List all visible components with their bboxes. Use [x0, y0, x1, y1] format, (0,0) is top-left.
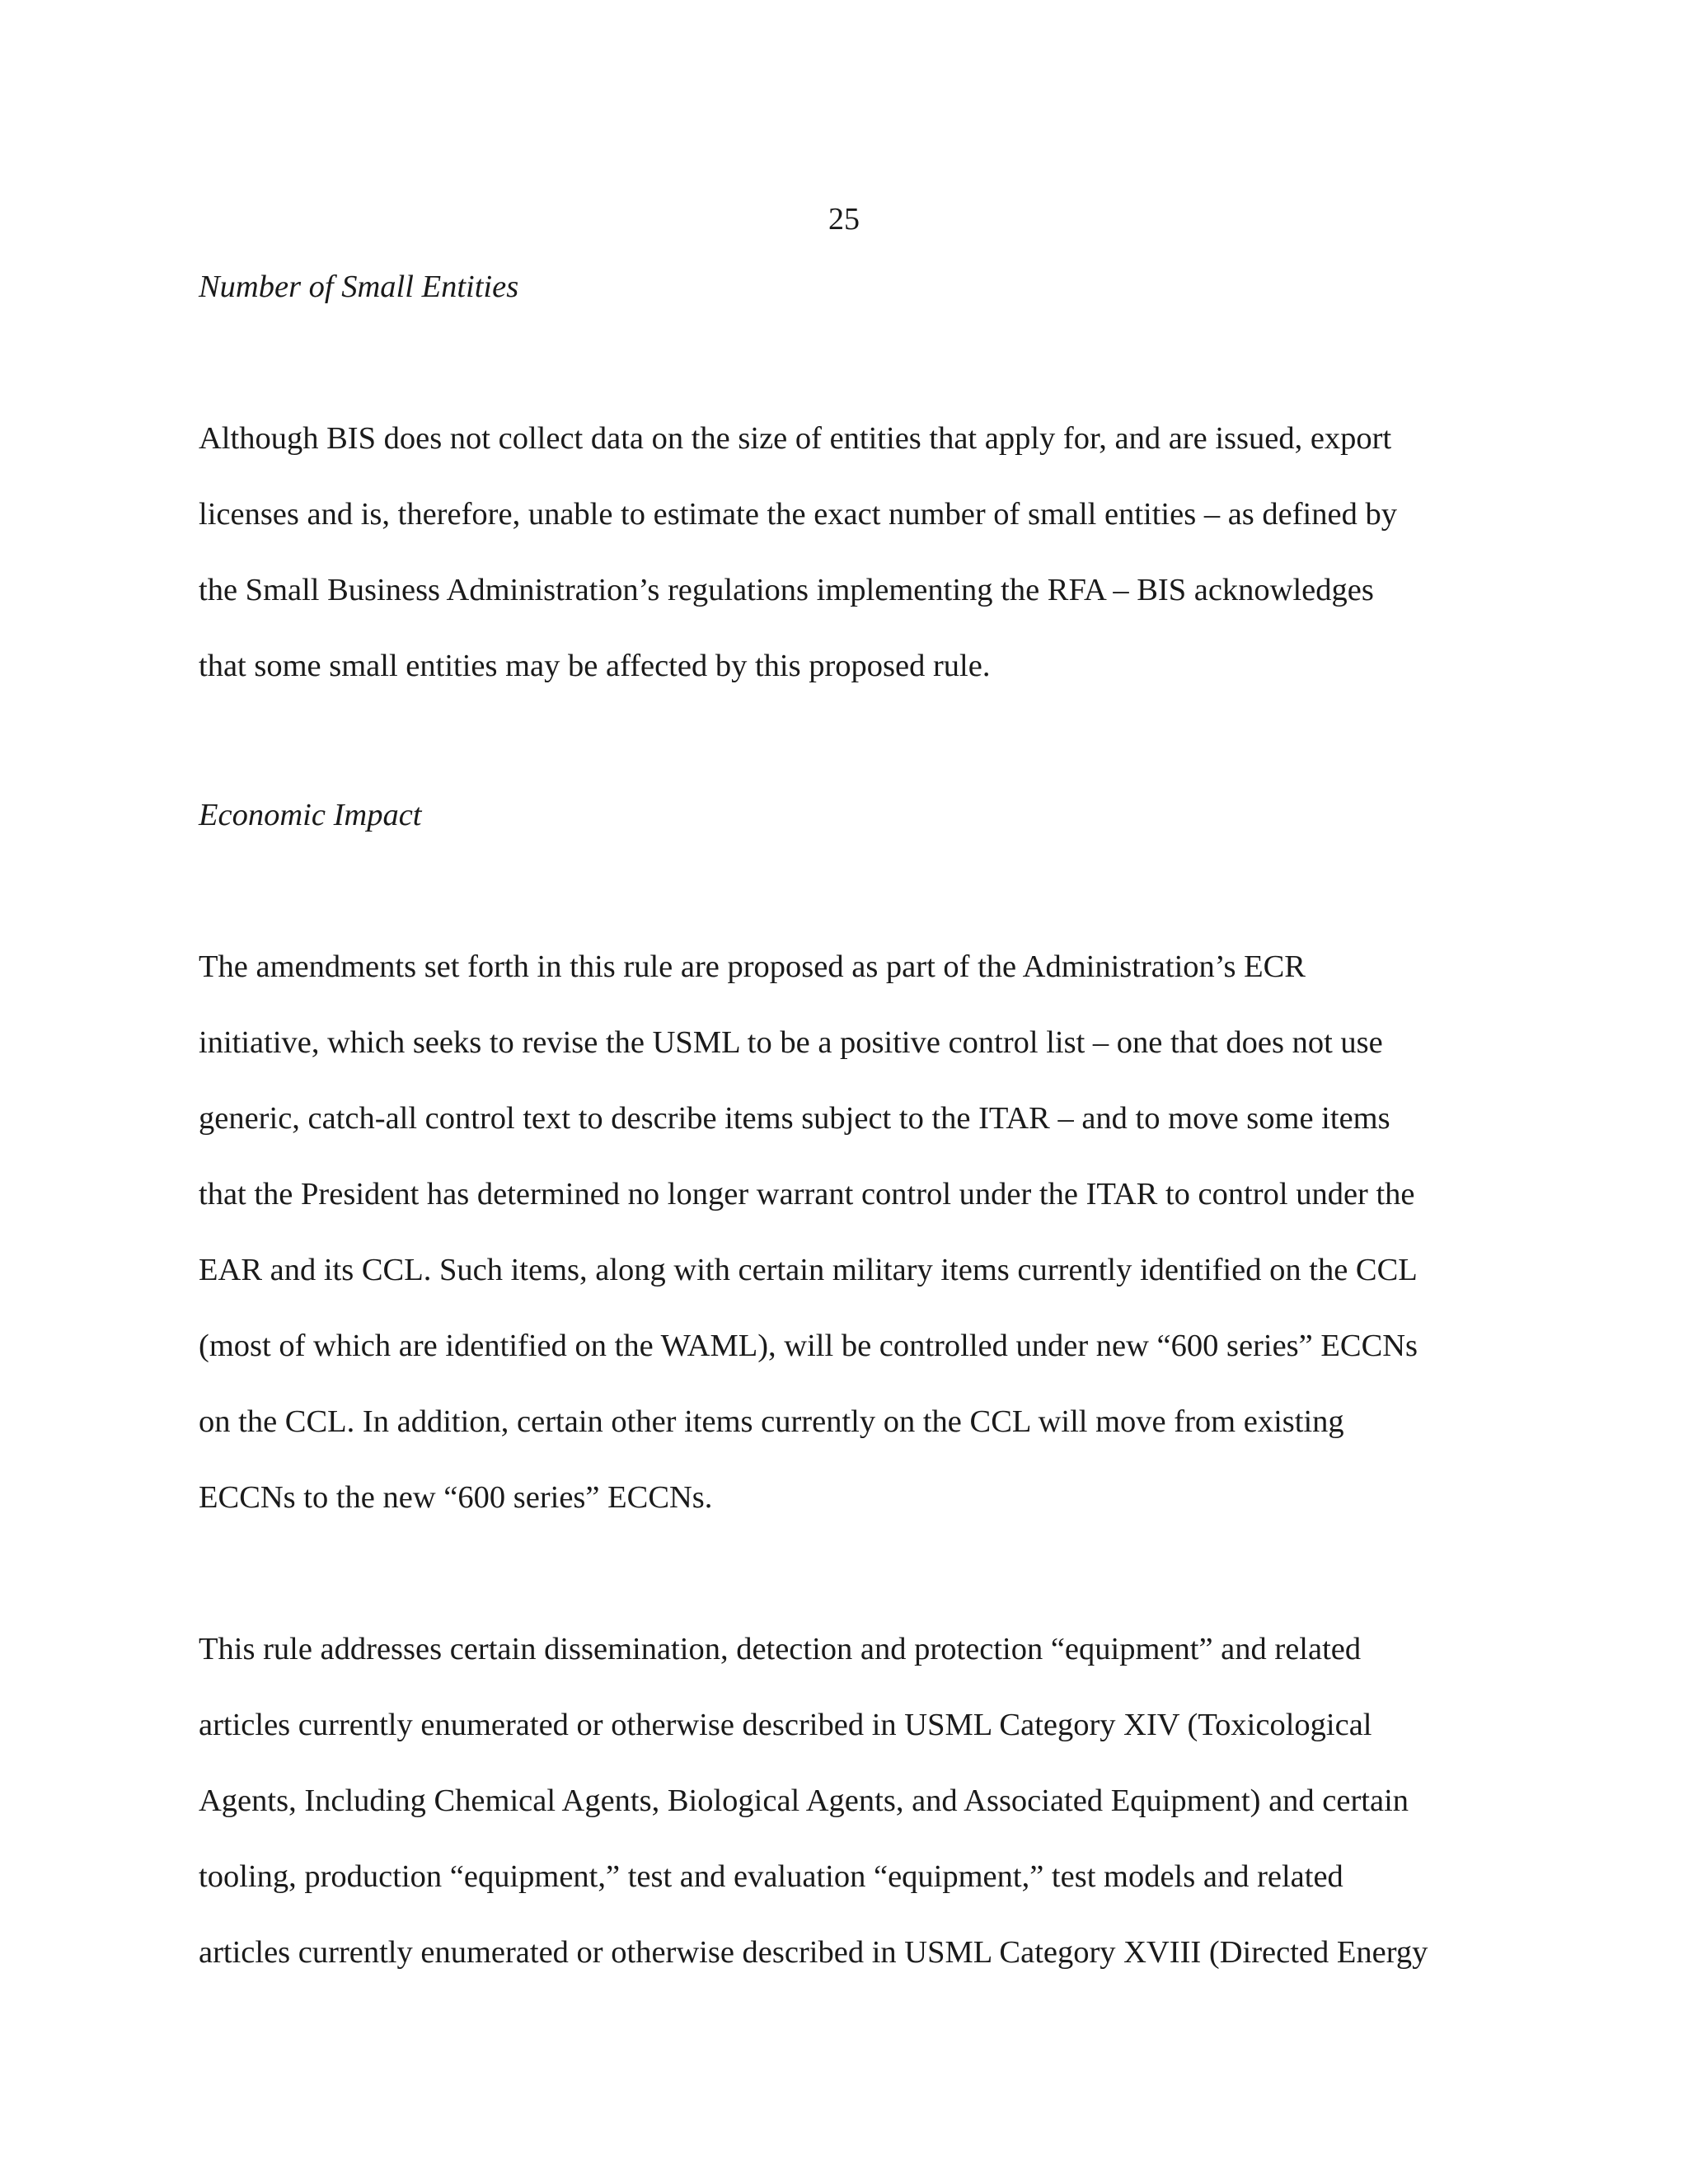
paragraph-rule-addresses — [199, 1611, 1501, 1990]
paragraph-line: (most of which are identified on the WAML), will be controlled under new “600 series” ECCNs — [199, 1329, 1418, 1363]
body-paragraph — [199, 929, 1501, 1535]
paragraph-line: licenses and is, therefore, unable to estimate the exact number of small entities – as defined by — [199, 497, 1397, 532]
paragraph-line: The amendments set forth in this rule are proposed as part of the Administration’s ECR — [199, 949, 1306, 984]
body-paragraph — [199, 401, 1501, 704]
paragraph-ecr-initiative — [199, 929, 1501, 1535]
paragraph-line: ECCNs to the new “600 series” ECCNs. — [199, 1480, 713, 1515]
paragraph-line: the Small Business Administration’s regulations implementing the RFA – BIS acknowledges — [199, 573, 1374, 607]
page-number: 25 — [828, 202, 860, 237]
paragraph-line: that the President has determined no longer warrant control under the ITAR to control under the — [199, 1177, 1415, 1212]
paragraph-line: tooling, production “equipment,” test and evaluation “equipment,” test models and related — [199, 1859, 1343, 1894]
section-heading-economic-impact — [199, 792, 1501, 838]
paragraph-line: Although BIS does not collect data on the size of entities that apply for, and are issued, export — [199, 421, 1392, 456]
section-heading-small-entities — [199, 264, 1501, 310]
paragraph-line: This rule addresses certain dissemination, detection and protection “equipment” and related — [199, 1632, 1362, 1666]
paragraph-small-entities — [199, 401, 1501, 704]
paragraph-line: that some small entities may be affected by this proposed rule. — [199, 649, 991, 683]
section-heading: Number of Small Entities — [199, 269, 519, 304]
paragraph-line: initiative, which seeks to revise the USML to be a positive control list – one that does not use — [199, 1025, 1383, 1060]
paragraph-line: generic, catch-all control text to describe items subject to the ITAR – and to move some items — [199, 1101, 1390, 1136]
section-heading: Economic Impact — [199, 798, 422, 832]
paragraph-line: articles currently enumerated or otherwise described in USML Category XVIII (Directed Energy — [199, 1935, 1428, 1970]
paragraph-line: EAR and its CCL. Such items, along with certain military items currently identified on the CCL — [199, 1253, 1418, 1287]
paragraph-line: Agents, Including Chemical Agents, Biological Agents, and Associated Equipment) and certain — [199, 1783, 1409, 1818]
paragraph-line: articles currently enumerated or otherwise described in USML Category XIV (Toxicological — [199, 1708, 1372, 1742]
paragraph-line: on the CCL. In addition, certain other items currently on the CCL will move from existing — [199, 1404, 1344, 1439]
body-paragraph — [199, 1611, 1501, 1990]
